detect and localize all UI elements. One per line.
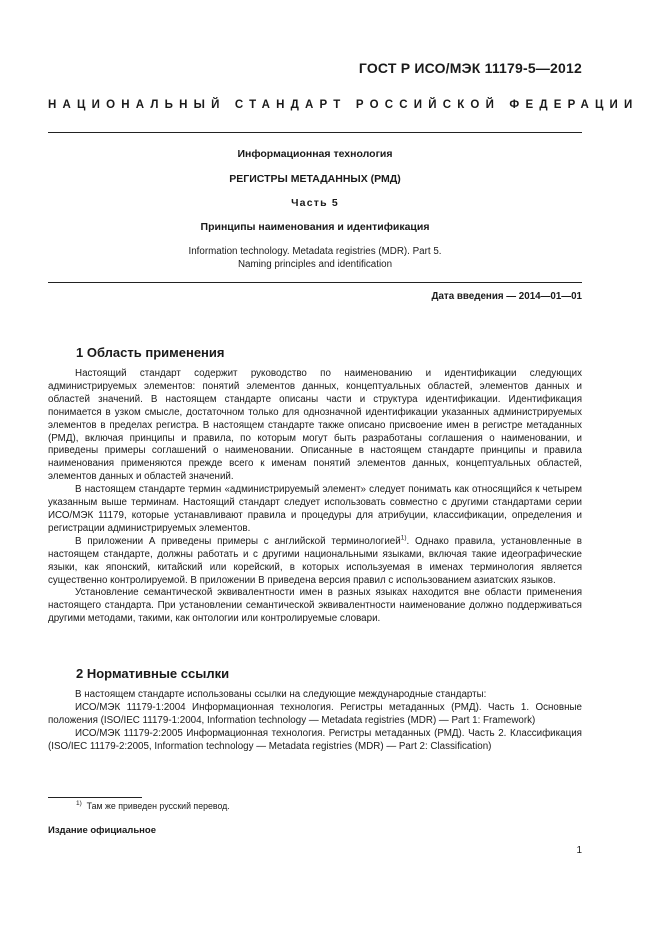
introduction-date: Дата введения — 2014—01—01 (431, 291, 582, 302)
section-1-title: 1 Область применения (76, 345, 225, 360)
document-code: ГОСТ Р ИСО/МЭК 11179-5—2012 (358, 60, 582, 76)
section-1-paragraph-4: Установление семантической эквивалентности имен в разных языках находится вне области применения настоящего стандарта. При установлении семантической эквивалентности наименование должно поддерживаться другими методами, такими, как онтологии или контролируемые словари. (48, 587, 582, 625)
edition-label: Издание официальное (48, 825, 156, 836)
english-title-line-1: Information technology. Metadata registries (MDR). Part 5. (188, 246, 442, 257)
section-2-reference-1: ИСО/МЭК 11179-1:2004 Информационная технология. Регистры метаданных (РМД). Часть 1. Основные положения (ISO/IEC 11179-1:2004, Information technology — Metadata registries (MDR) — Part 1: Framework) (48, 701, 582, 726)
title-line-2: РЕГИСТРЫ МЕТАДАННЫХ (РМД) (229, 173, 401, 185)
section-1-paragraph-2: В настоящем стандарте термин «администрируемый элемент» следует понимать как относящийся к четырем указанным выше терминам. Настоящий стандарт следует использовать совместно с другими стандартами серии ИСО/МЭК 11179, которые устанавливают правила и процедуры для атрибуции, классификации, определения и регистрации администрируемых элементов. (48, 484, 582, 534)
english-title-line-2: Naming principles and identification (237, 259, 393, 270)
footnote-mark: 1) (76, 800, 82, 808)
footnote-text: Там же приведен русский перевод. (86, 801, 230, 811)
page-number: 1 (576, 845, 582, 856)
top-divider (48, 132, 582, 133)
footnote-divider (48, 797, 142, 798)
footnote (76, 801, 230, 811)
section-1-body (0, 368, 661, 626)
title-line-1: Информационная технология (237, 148, 393, 160)
section-1-paragraph-1: Настоящий стандарт содержит руководство по наименованию и идентификации следующих администрируемых элементов: понятий элементов данных, концептуальных областей, элементов данных и областей значений. В настоящем стандарте описаны части и структура идентификации. Идентификация понимается в узком смысле, достаточном только для однозначной идентификации указанных администрируемых элементов в пределах регистра. В настоящем стандарте также описано присвоение имен в регистре метаданных (РМД), включая принципы и правила, по которым могут быть разработаны соглашения о наименовании, и приведены примеры соглашений о наименовании. Описанные в настоящем стандарте принципы и правила наименования применяются прежде всего к именам понятий элементов данных, концептуальных областей, элементов данных и областей значений. (48, 368, 582, 483)
section-1-paragraph-3-end: . Однако правила, установленные в настоящем стандарте, должны работать и с другими национальными языками, включая такие идеографические языки, как японский, китайский или корейский, в которых используемая в именах терминология является существенно контролируемой. В приложении В приведена версия правил с использованием азиатских языков. (48, 535, 582, 586)
section-2-title: 2 Нормативные ссылки (76, 666, 230, 681)
title-part-number: Часть 5 (291, 197, 339, 209)
national-standard-heading: НАЦИОНАЛЬНЫЙ СТАНДАРТ РОССИЙСКОЙ ФЕДЕРАЦИИ (48, 99, 639, 111)
footnote-reference: 1) (400, 534, 407, 542)
english-title (48, 245, 582, 271)
title-line-4: Принципы наименования и идентификация (200, 221, 430, 233)
section-2-body (0, 689, 661, 754)
section-2-paragraph-1: В настоящем стандарте использованы ссылки на следующие международные стандарты: (75, 689, 487, 700)
section-2-reference-2: ИСО/МЭК 11179-2:2005 Информационная технология. Регистры метаданных (РМД). Часть 2. Классификация (ISO/IEC 11179-2:2005, Information technology — Metadata registries (MDR) — Part 2: Classification) (48, 727, 582, 752)
section-1-paragraph-3-start: В приложении А приведены примеры с английской терминологией (75, 535, 401, 547)
section-1-paragraph-3 (48, 536, 582, 588)
middle-divider (48, 282, 582, 283)
